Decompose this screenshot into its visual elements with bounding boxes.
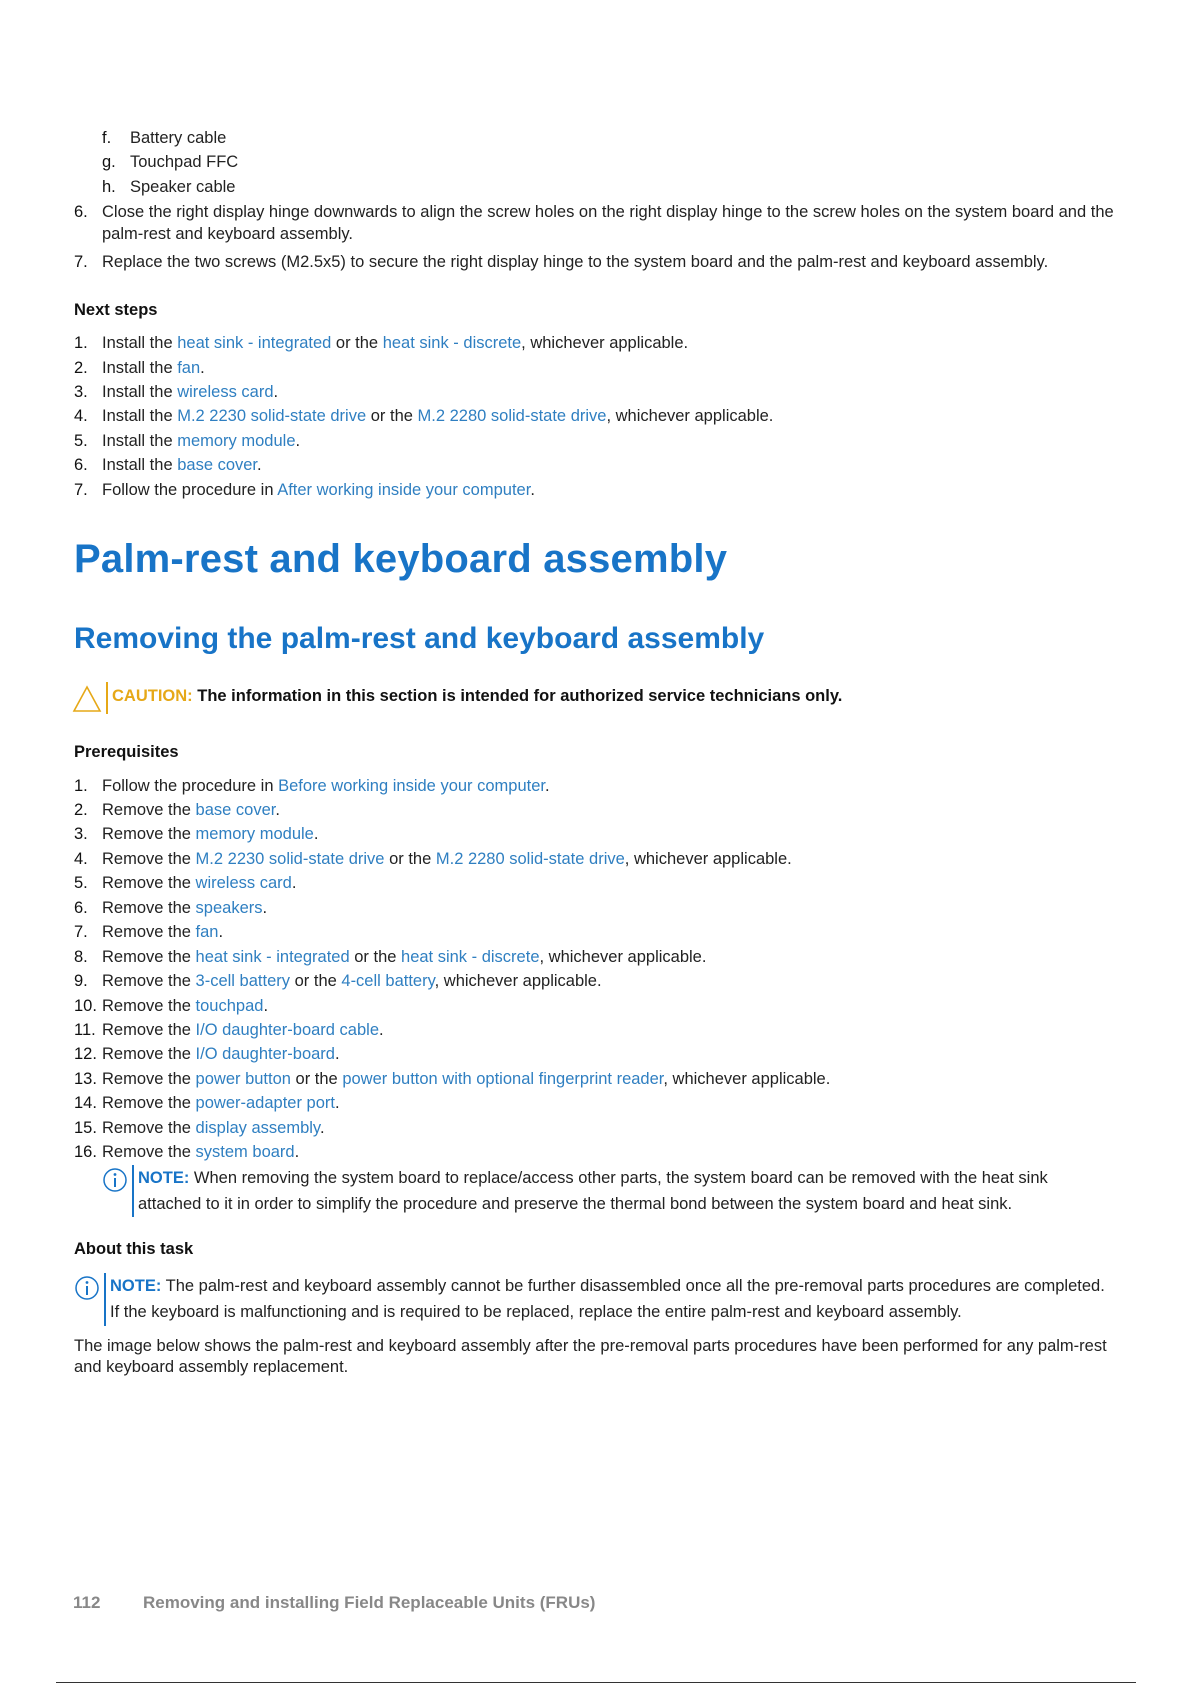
list-item: 10. Remove the touchpad. [74,996,269,1015]
list-item: 15. Remove the display assembly. [74,1118,325,1137]
list-item: h. Speaker cable [102,177,236,196]
list-item: 9. Remove the 3-cell battery or the 4-cell battery, whichever applicable. [74,972,602,991]
caution-icon [72,682,102,716]
power-button-link[interactable]: power button [195,1069,291,1088]
power-adapter-port-link[interactable]: power-adapter port [195,1094,335,1113]
list-item: 14. Remove the power-adapter port. [74,1094,340,1113]
list-item: f. Battery cable [102,129,227,147]
memory-module-link[interactable]: memory module [195,825,314,844]
top-sub-list [74,128,1114,198]
list-item: 11. Remove the I/O daughter-board cable. [74,1020,384,1039]
system-board-note [102,1165,1114,1218]
display-assembly-link[interactable]: display assembly [195,1118,320,1137]
prerequisites-heading: Prerequisites [74,743,179,762]
fan-link[interactable]: fan [195,923,219,942]
page-number: 112 [73,1593,101,1612]
after-working-link[interactable]: After working inside your computer [277,480,531,499]
next-steps-heading: Next steps [74,300,158,319]
list-item: 1. Install the heat sink - integrated or the heat sink - discrete, whichever applicable. [74,334,689,353]
power-button-fingerprint-link[interactable]: power button with optional fingerprint reader [342,1069,664,1088]
list-item: 6. Install the base cover. [74,456,262,475]
wireless-card-link[interactable]: wireless card [195,874,292,893]
m2-2280-ssd-link[interactable]: M.2 2280 solid-state drive [435,849,625,868]
before-working-link[interactable]: Before working inside your computer [278,776,545,795]
touchpad-link[interactable]: touchpad [195,996,264,1015]
list-item: 3. Remove the memory module. [74,825,319,844]
info-icon [102,1167,128,1193]
list-item: 8. Remove the heat sink - integrated or the heat sink - discrete, whichever applicable. [74,947,707,966]
footer-rule [56,1682,1136,1683]
list-item: 1. Follow the procedure in Before working inside your computer. [74,776,550,795]
list-item: 2. Remove the base cover. [74,801,280,819]
list-item: 12. Remove the I/O daughter-board. [74,1045,340,1064]
list-item: 5. Install the memory module. [74,431,301,450]
list-item: 7. Remove the fan. [74,923,224,942]
list-item: 6. Remove the speakers. [74,898,268,917]
heat-sink-discrete-link[interactable]: heat sink - discrete [382,334,522,353]
system-board-link[interactable]: system board [195,1143,295,1162]
3-cell-battery-link[interactable]: 3-cell battery [195,972,291,991]
m2-2280-ssd-link[interactable]: M.2 2280 solid-state drive [417,407,607,426]
m2-2230-ssd-link[interactable]: M.2 2230 solid-state drive [195,849,385,868]
document-page [74,128,1114,1378]
io-daughter-board-link[interactable]: I/O daughter-board [195,1045,335,1064]
m2-2230-ssd-link[interactable]: M.2 2230 solid-state drive [177,407,367,426]
about-paragraph: The image below shows the palm-rest and keyboard assembly after the pre-removal parts procedures have been performed for any palm-rest and keyboard assembly replacement. [74,1336,1107,1376]
about-note [74,1273,1114,1326]
list-item: 4. Remove the M.2 2230 solid-state drive or the M.2 2280 solid-state drive, whichever applicable. [74,849,792,868]
heat-sink-discrete-link[interactable]: heat sink - discrete [401,947,540,966]
note-text: When removing the system board to replace/access other parts, the system board can be removed with the heat sink attached to it in order to simplify the procedure and preserve the thermal bond between the system board and heat sink. [138,1168,1048,1213]
info-icon [74,1275,100,1301]
page-footer [73,1592,595,1614]
list-item: 5. Remove the wireless card. [74,874,297,893]
list-item: 7. Replace the two screws (M2.5x5) to secure the right display hinge to the system board and the palm-rest and keyboard assembly. [74,253,1049,272]
io-daughter-board-cable-link[interactable]: I/O daughter-board cable [195,1020,379,1039]
base-cover-link[interactable]: base cover [195,801,276,819]
caution-text: The information in this section is intended for authorized service technicians only. [192,687,843,706]
memory-module-link[interactable]: memory module [177,431,296,450]
caution-box [72,682,1114,716]
caution-label: CAUTION: [112,687,193,706]
list-item: 2. Install the fan. [74,358,205,377]
list-item: 3. Install the wireless card. [74,382,279,401]
list-item: 4. Install the M.2 2230 solid-state drive or the M.2 2280 solid-state drive, whichever applicable. [74,407,774,426]
page-title: Palm-rest and keyboard assembly [74,537,728,582]
list-item: 7. Follow the procedure in After working inside your computer. [74,480,535,499]
note-label: NOTE: [138,1168,190,1187]
prerequisites-list [74,776,1114,1164]
section-title: Removing the palm-rest and keyboard assembly [74,622,765,656]
footer-section-title: Removing and installing Field Replaceable Units (FRUs) [143,1593,596,1612]
note-label: NOTE: [110,1276,162,1295]
list-item: g. Touchpad FFC [102,153,239,172]
fan-link[interactable]: fan [177,358,201,377]
about-heading: About this task [74,1240,194,1259]
list-item: 16. Remove the system board. [74,1143,300,1162]
heat-sink-integrated-link[interactable]: heat sink - integrated [195,947,350,966]
top-steps-list [74,202,1114,273]
note-text: The palm-rest and keyboard assembly cannot be further disassembled once all the pre-removal parts procedures are completed. If the keyboard is malfunctioning and is required to be replaced, replace the entire palm-rest and keyboard assembly. [110,1276,1105,1322]
wireless-card-link[interactable]: wireless card [177,382,274,401]
4-cell-battery-link[interactable]: 4-cell battery [341,972,435,991]
base-cover-link[interactable]: base cover [177,456,258,475]
next-steps-list [74,333,1114,501]
list-item: 13. Remove the power button or the power button with optional fingerprint reader, whichever applicable. [74,1069,831,1088]
list-item: 6. Close the right display hinge downwards to align the screw holes on the right display hinge to the screw holes on the system board and the palm-rest and keyboard assembly. [74,203,1114,243]
speakers-link[interactable]: speakers [195,898,263,917]
heat-sink-integrated-link[interactable]: heat sink - integrated [177,334,332,353]
